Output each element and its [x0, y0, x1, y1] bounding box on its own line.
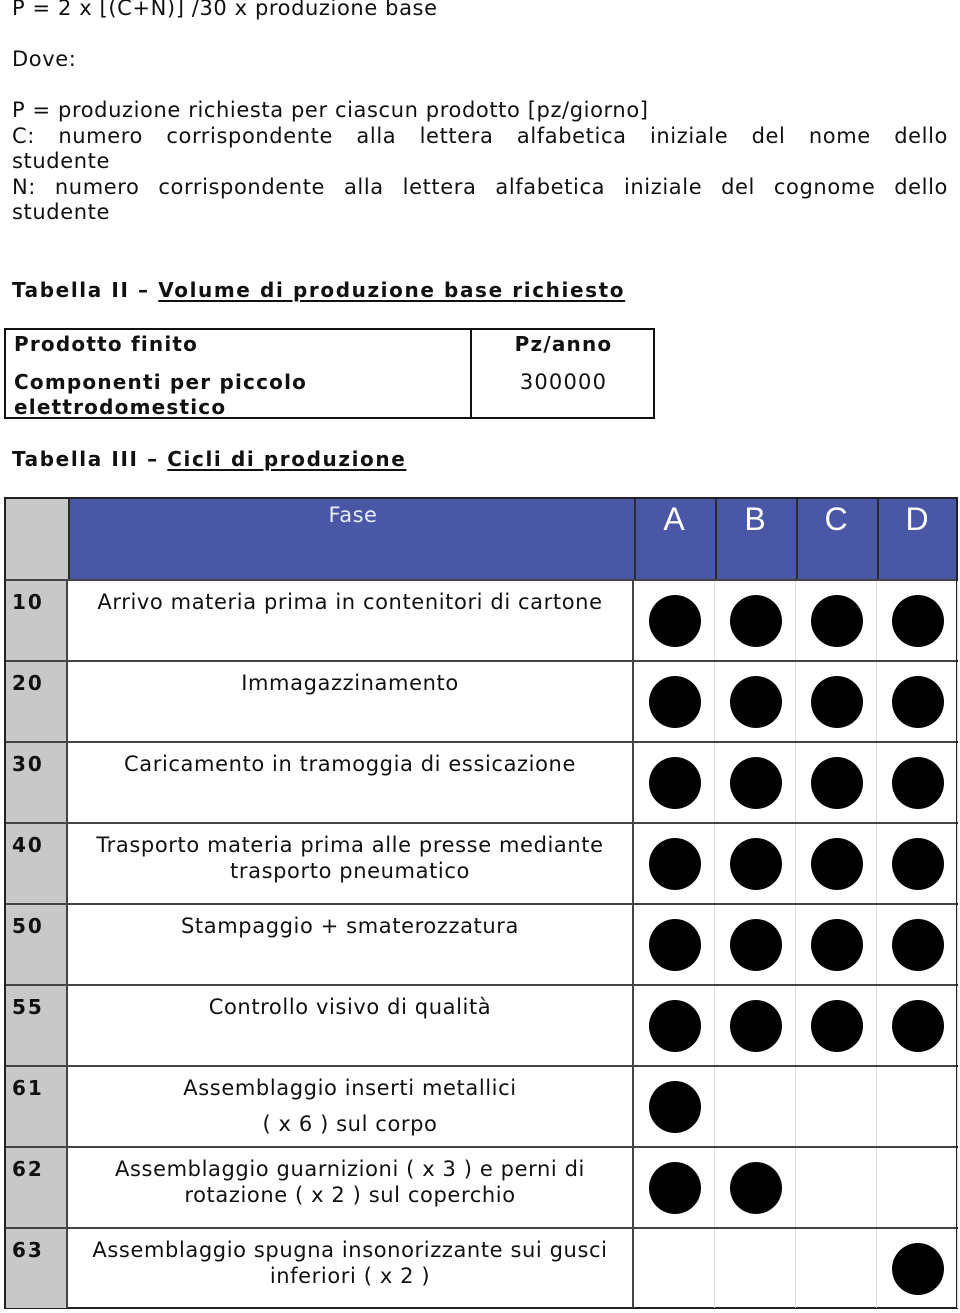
table2-label: Tabella II – [12, 278, 150, 302]
phase-header: Fase [328, 503, 378, 527]
mark-cell-d [877, 1229, 958, 1308]
phase-number: 30 [6, 743, 68, 822]
phase-number: 63 [6, 1229, 68, 1308]
column-c-header: C [824, 501, 848, 537]
mark-cell-a [634, 1229, 715, 1308]
phase-description-line1: Assemblaggio inserti metallici [183, 1076, 517, 1100]
phase-description-line1: Arrivo materia prima in contenitori di cartone [97, 590, 603, 614]
filled-circle-mark [892, 676, 944, 728]
filled-circle-mark [811, 676, 863, 728]
filled-circle-mark [649, 757, 701, 809]
mark-cell-a [634, 662, 715, 741]
table2-title: Volume di produzione base richiesto [158, 278, 626, 302]
filled-circle-mark [730, 838, 782, 890]
table-row [6, 660, 956, 741]
mark-cell-a [634, 1067, 715, 1146]
phase-number: 55 [6, 986, 68, 1065]
filled-circle-mark [730, 595, 782, 647]
phase-description-line1: Controllo visivo di qualità [208, 995, 492, 1019]
product-name-line1: Componenti per piccolo [14, 370, 308, 394]
table2-heading [12, 278, 625, 302]
filled-circle-mark [649, 1162, 701, 1214]
mark-cell-c [796, 905, 877, 984]
filled-circle-mark [811, 919, 863, 971]
table-header [6, 499, 956, 579]
mark-cell-d [877, 662, 958, 741]
filled-circle-mark [730, 757, 782, 809]
definition-p: P = produzione richiesta per ciascun prodotto [pz/giorno] [12, 98, 649, 122]
phase-description [68, 1148, 634, 1227]
mark-cell-c [796, 662, 877, 741]
mark-cell-d [877, 1067, 958, 1146]
phase-description [68, 581, 634, 660]
phase-description-line1: Caricamento in tramoggia di essicazione [124, 752, 576, 776]
product-name-line2: elettrodomestico [14, 395, 227, 419]
phase-description-line1: Assemblaggio spugna insonorizzante sui gusci [92, 1238, 608, 1262]
mark-cell-d [877, 986, 958, 1065]
filled-circle-mark [649, 1081, 701, 1133]
filled-circle-mark [730, 676, 782, 728]
mark-cell-c [796, 1148, 877, 1227]
mark-cell-d [877, 824, 958, 903]
product-header: Prodotto finito [14, 332, 199, 356]
definition-n-line2: studente [12, 200, 110, 224]
phase-description-line1: Immagazzinamento [241, 671, 459, 695]
mark-cell-a [634, 905, 715, 984]
definition-c-line2: studente [12, 149, 110, 173]
filled-circle-mark [892, 757, 944, 809]
filled-circle-mark [811, 1000, 863, 1052]
phase-description-line2: rotazione ( x 2 ) sul coperchio [184, 1183, 516, 1207]
filled-circle-mark [892, 1000, 944, 1052]
mark-cell-c [796, 824, 877, 903]
mark-cell-d [877, 905, 958, 984]
table-row [6, 1227, 956, 1308]
filled-circle-mark [649, 919, 701, 971]
filled-circle-mark [649, 838, 701, 890]
mark-cell-c [796, 986, 877, 1065]
phase-number: 62 [6, 1148, 68, 1227]
filled-circle-mark [649, 676, 701, 728]
mark-cell-a [634, 743, 715, 822]
table3-heading [12, 447, 406, 471]
formula: P = 2 x [(C+N)] /30 x produzione base [12, 0, 438, 20]
dove-label: Dove: [12, 47, 77, 71]
phase-number: 40 [6, 824, 68, 903]
mark-cell-b [715, 1067, 796, 1146]
mark-cell-c [796, 743, 877, 822]
mark-cell-d [877, 581, 958, 660]
phase-description [68, 824, 634, 903]
phase-number: 50 [6, 905, 68, 984]
table-row [6, 1065, 956, 1146]
filled-circle-mark [892, 595, 944, 647]
table-row [6, 903, 956, 984]
table-row [6, 822, 956, 903]
production-cycles-table [4, 497, 958, 1309]
phase-description [68, 905, 634, 984]
table3-title: Cicli di produzione [167, 447, 407, 471]
phase-description-line2: inferiori ( x 2 ) [269, 1264, 431, 1288]
mark-cell-b [715, 662, 796, 741]
qty-value: 300000 [519, 370, 608, 394]
mark-cell-b [715, 905, 796, 984]
table-row [6, 741, 956, 822]
table3-label: Tabella III – [12, 447, 159, 471]
definition-n-line1: N: numero corrispondente alla lettera alfabetica iniziale del cognome dello [12, 175, 948, 199]
column-d-header: D [905, 501, 929, 537]
mark-cell-d [877, 1148, 958, 1227]
column-a-header: A [663, 501, 685, 537]
mark-cell-a [634, 1148, 715, 1227]
phase-description-line1: Assemblaggio guarnizioni ( x 3 ) e perni di [115, 1157, 585, 1181]
table-row [6, 984, 956, 1065]
phase-description [68, 662, 634, 741]
filled-circle-mark [811, 595, 863, 647]
production-volume-table [4, 328, 655, 419]
column-b-header: B [744, 501, 766, 537]
mark-cell-b [715, 1148, 796, 1227]
phase-description [68, 1229, 634, 1308]
filled-circle-mark [649, 1000, 701, 1052]
definition-c-line1: C: numero corrispondente alla lettera alfabetica iniziale del nome dello [12, 124, 948, 148]
phase-number: 10 [6, 581, 68, 660]
phase-description [68, 1067, 634, 1146]
phase-description [68, 743, 634, 822]
mark-cell-a [634, 824, 715, 903]
filled-circle-mark [730, 1000, 782, 1052]
mark-cell-b [715, 986, 796, 1065]
phase-description [68, 986, 634, 1065]
mark-cell-c [796, 1229, 877, 1308]
mark-cell-d [877, 743, 958, 822]
qty-header: Pz/anno [514, 332, 613, 356]
mark-cell-b [715, 581, 796, 660]
filled-circle-mark [811, 838, 863, 890]
phase-description-line2: ( x 6 ) sul corpo [262, 1112, 438, 1136]
mark-cell-b [715, 824, 796, 903]
mark-cell-b [715, 743, 796, 822]
filled-circle-mark [649, 595, 701, 647]
filled-circle-mark [730, 919, 782, 971]
mark-cell-a [634, 581, 715, 660]
phase-description-line1: Trasporto materia prima alle presse mediante [96, 833, 604, 857]
table-row [6, 1146, 956, 1227]
mark-cell-a [634, 986, 715, 1065]
table-row [6, 579, 956, 660]
phase-description-line2: trasporto pneumatico [230, 859, 470, 883]
phase-number: 20 [6, 662, 68, 741]
filled-circle-mark [892, 1243, 944, 1295]
filled-circle-mark [892, 838, 944, 890]
mark-cell-c [796, 581, 877, 660]
mark-cell-b [715, 1229, 796, 1308]
mark-cell-c [796, 1067, 877, 1146]
phase-description-line1: Stampaggio + smaterozzatura [181, 914, 519, 938]
phase-number: 61 [6, 1067, 68, 1146]
filled-circle-mark [730, 1162, 782, 1214]
filled-circle-mark [892, 919, 944, 971]
filled-circle-mark [811, 757, 863, 809]
